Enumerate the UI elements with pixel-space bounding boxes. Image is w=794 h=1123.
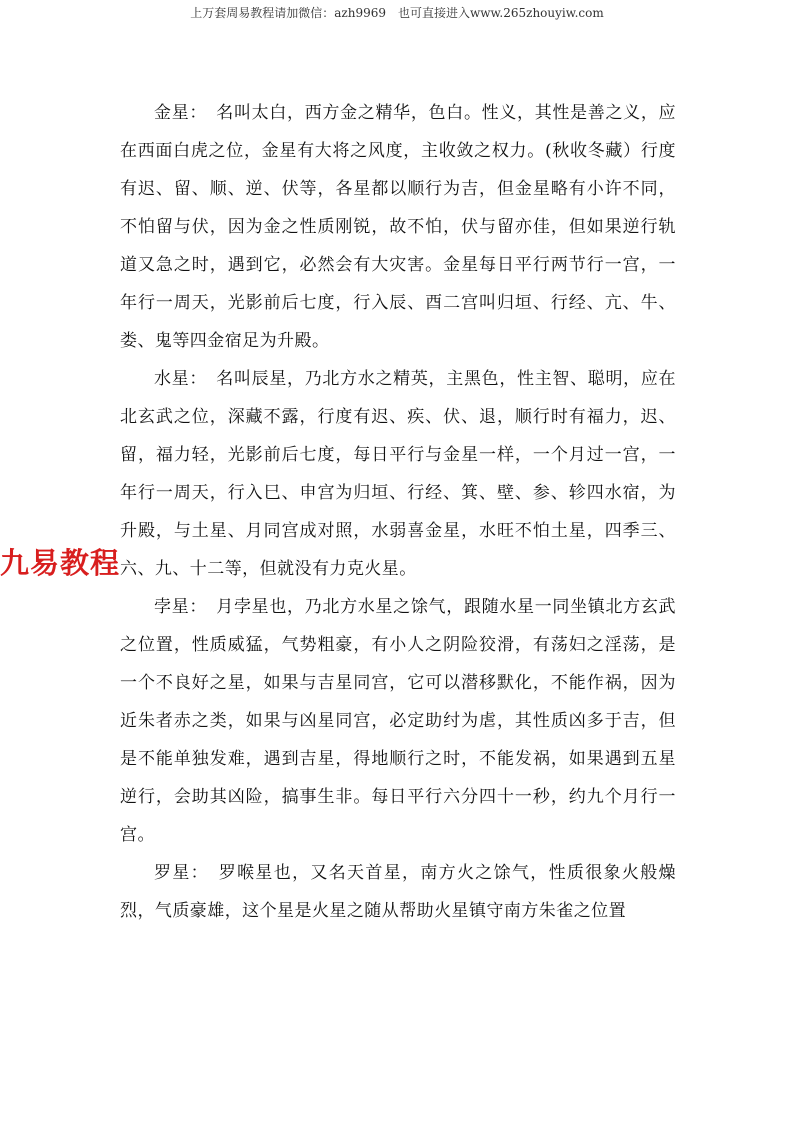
paragraph-rahu: 罗星： 罗喉星也，又名天首星，南方火之馀气，性质很象火般燥烈，气质豪雄，这个星是火星之随从帮助火星镇守南方朱雀之位置 xyxy=(120,863,676,921)
paragraph-venus: 金星： 名叫太白，西方金之精华，色白。性义，其性是善之义，应在西面白虎之位，金星有大将之风度，主收敛之权力。(秋收冬藏）行度有迟、留、顺、逆、伏等，各星都以顺行为吉，但金星略有小许不同，不怕留与伏，因为金之性质刚锐，故不怕，伏与留亦佳，但如果逆行轨道又急之时，遇到它，必然会有大灾害。金星每日平行两节行一宫，一年行一周天，光影前后七度，行入辰、酉二宫叫归垣、行经、亢、牛、娄、鬼等四金宿足为升殿。 xyxy=(120,103,676,351)
header-promo-note: 上万套周易教程请加微信：azh9969 也可直接进入www.265zhouyiw.com xyxy=(190,6,604,20)
document-body xyxy=(120,94,676,930)
paragraph-yuebei: 孛星： 月孛星也，乃北方水星之馀气，跟随水星一同坐镇北方玄武之位置，性质威猛，气势粗豪，有小人之阴险狡滑，有荡妇之淫荡，是一个不良好之星，如果与吉星同宫，它可以潜移默化，不能作祸，因为近朱者赤之类，如果与凶星同宫，必定助纣为虐，其性质凶多于吉，但是不能单独发难，遇到吉星，得地顺行之时，不能发祸，如果遇到五星逆行，会助其凶险，搞事生非。每日平行六分四十一秒，约九个月行一宫。 xyxy=(120,597,676,845)
watermark-logo-text: 九易教程 xyxy=(0,546,121,580)
paragraph-mercury: 水星： 名叫辰星，乃北方水之精英，主黑色，性主智、聪明，应在北玄武之位，深藏不露，行度有迟、疾、伏、退，顺行时有福力，迟、留，福力轻，光影前后七度，每日平行与金星一样，一个月过一宫，一年行一周天，行入巳、申宫为归垣、行经、箕、壁、参、轸四水宿，为升殿，与土星、月同宫成对照，水弱喜金星，水旺不怕土星，四季三、六、九、十二等，但就没有力克火星。 xyxy=(120,369,676,579)
